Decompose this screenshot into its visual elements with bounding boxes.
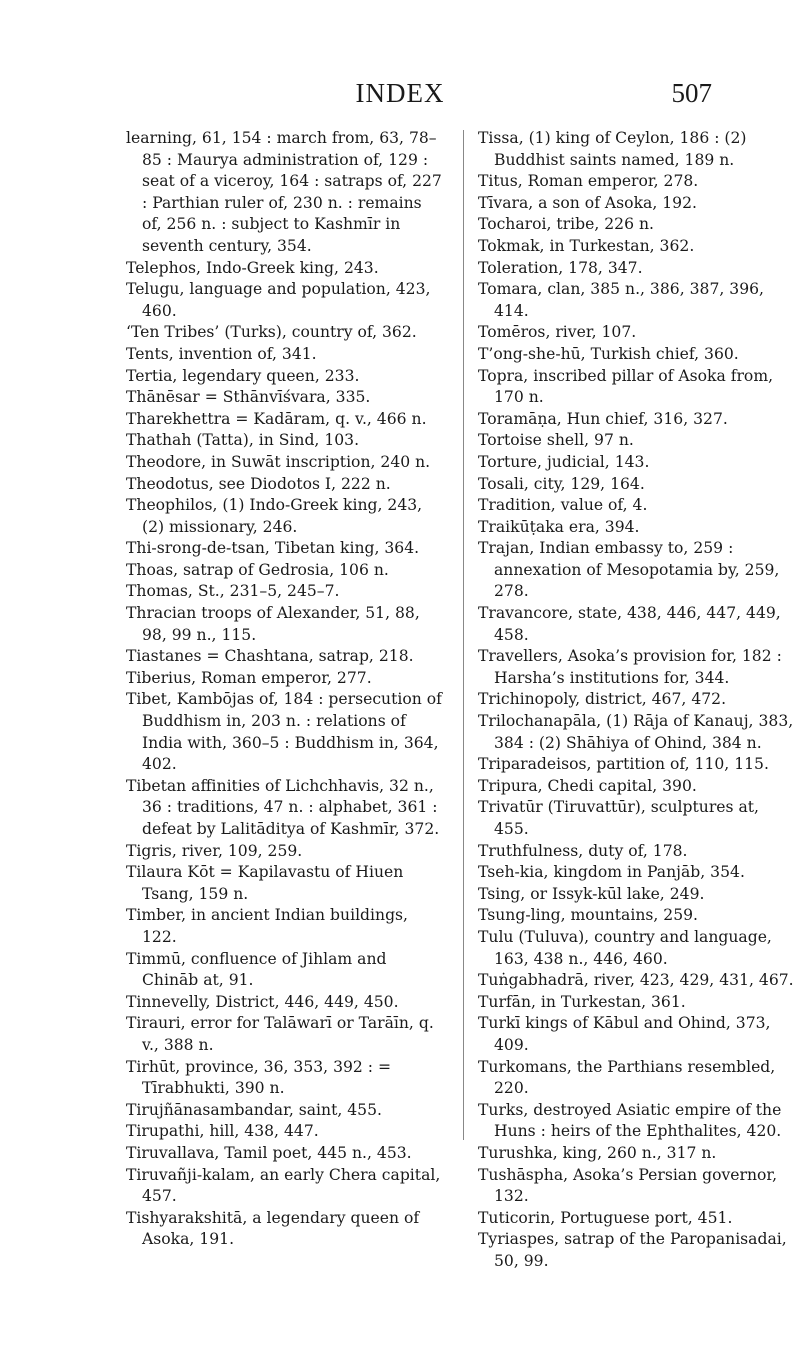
index-entry: Toramāṇa, Hun chief, 316, 327.	[478, 409, 728, 428]
index-entry: Travancore, state, 438, 446, 447, 449, 458.	[478, 604, 781, 644]
index-entry: Titus, Roman emperor, 278.	[478, 172, 699, 191]
index-entry: Tiruvallava, Tamil poet, 445 n., 453.	[126, 1143, 412, 1162]
index-entry: Thracian troops of Alexander, 51, 88, 98, 99 n., 115.	[126, 604, 420, 644]
index-entry: Tirupathi, hill, 438, 447.	[126, 1122, 319, 1141]
index-entry: Tirhūt, province, 36, 353, 392 : = Tīrabhukti, 390 n.	[126, 1057, 392, 1098]
index-column-right	[478, 128, 798, 1272]
index-entry: Tomēros, river, 107.	[478, 323, 637, 342]
index-entry: Tsung-ling, mountains, 259.	[478, 906, 699, 925]
index-entry: Tokmak, in Turkestan, 362.	[478, 236, 695, 255]
index-entry: Torture, judicial, 143.	[478, 452, 650, 471]
index-entry: Tinnevelly, District, 446, 449, 450.	[126, 992, 399, 1011]
column-divider	[463, 130, 464, 1140]
index-entry: Tuṅgabhadrā, river, 423, 429, 431, 467.	[478, 971, 794, 990]
index-entry: Travellers, Asoka’s provision for, 182 : Harsha’s institutions for, 344.	[478, 647, 782, 687]
index-entry: Tilaura Kōt = Kapilavastu of Hiuen Tsang, 159 n.	[126, 863, 404, 903]
index-entry: Tseh-kia, kingdom in Panjāb, 354.	[478, 863, 745, 882]
page-title: INDEX	[355, 78, 445, 108]
page-number: 507	[671, 78, 712, 108]
index-entry: Theodotus, see Diodotos I, 222 n.	[126, 474, 391, 493]
index-entry: Telephos, Indo-Greek king, 243.	[126, 258, 379, 277]
index-entry: Tomara, clan, 385 n., 386, 387, 396, 414.	[478, 280, 765, 320]
index-entry: Tortoise shell, 97 n.	[478, 431, 634, 450]
index-entry: Tirujñānasambandar, saint, 455.	[126, 1100, 382, 1119]
index-entry: Timber, in ancient Indian buildings, 122.	[126, 906, 409, 946]
index-entry: Timmū, confluence of Jihlam and Chināb at, 91.	[126, 949, 387, 990]
index-entry: Thathah (Tatta), in Sind, 103.	[126, 431, 360, 450]
index-entry: Tiruvañji-kalam, an early Chera capital, 457.	[126, 1165, 441, 1206]
index-entry: Tiastanes = Chashtana, satrap, 218.	[126, 647, 414, 666]
index-entry: Tharekhettra = Kadāram, q. v., 466 n.	[126, 409, 427, 428]
index-entry: Turfān, in Turkestan, 361.	[478, 992, 686, 1011]
index-entry: Thoas, satrap of Gedrosia, 106 n.	[126, 560, 389, 579]
index-column-left	[126, 128, 446, 1251]
index-entry: Thānēsar = Sthānvīśvara, 335.	[126, 388, 371, 407]
index-entry: Tissa, (1) king of Ceylon, 186 : (2) Buddhist saints named, 189 n.	[478, 129, 747, 169]
index-entry: Tocharoi, tribe, 226 n.	[478, 215, 654, 234]
index-entry: Trilochanapāla, (1) Rāja of Kanauj, 383, 384 : (2) Shāhiya of Ohind, 384 n.	[478, 712, 794, 752]
index-entry: Traikūṭaka era, 394.	[478, 517, 640, 536]
index-entry: Topra, inscribed pillar of Asoka from, 170 n.	[478, 366, 774, 407]
page-header	[0, 78, 800, 118]
index-entry: Turushka, king, 260 n., 317 n.	[478, 1143, 717, 1162]
index-entry: Tīvara, a son of Asoka, 192.	[478, 193, 697, 212]
index-entry: Turkī kings of Kābul and Ohind, 373, 409.	[478, 1014, 771, 1054]
index-entry: Telugu, language and population, 423, 460.	[126, 280, 431, 320]
index-entry: Tertia, legendary queen, 233.	[126, 366, 360, 385]
index-entry: Tripura, Chedi capital, 390.	[478, 776, 697, 795]
index-entry: Thi-srong-de-tsan, Tibetan king, 364.	[126, 539, 420, 558]
index-entry: Tulu (Tuluva), country and language, 163, 438 n., 446, 460.	[478, 927, 772, 968]
index-entry: Tosali, city, 129, 164.	[478, 474, 645, 493]
index-entry: Tsing, or Issyk-kūl lake, 249.	[478, 884, 705, 903]
index-entry: Tibetan affinities of Lichchhavis, 32 n., 36 : traditions, 47 n. : alphabet, 361 : defeat by Lalitāditya of Kashmīr, 372.	[126, 776, 440, 838]
index-entry: Turkomans, the Parthians resembled, 220.	[478, 1057, 776, 1098]
index-entry: Truthfulness, duty of, 178.	[478, 841, 688, 860]
index-entry: T’ong-she-hū, Turkish chief, 360.	[478, 344, 739, 363]
index-entry: ‘Ten Tribes’ (Turks), country of, 362.	[126, 323, 417, 342]
index-entry: Tushāspha, Asoka’s Persian governor, 132.	[478, 1165, 778, 1206]
index-entry: Turks, destroyed Asiatic empire of the Huns : heirs of the Ephthalites, 420.	[478, 1100, 782, 1141]
index-entry: Tents, invention of, 341.	[126, 344, 317, 363]
index-entry: Triparadeisos, partition of, 110, 115.	[478, 755, 769, 774]
index-entry: Theodore, in Suwāt inscription, 240 n.	[126, 452, 431, 471]
index-entry: Toleration, 178, 347.	[478, 258, 643, 277]
index-entry: Tishyarakshitā, a legendary queen of Asoka, 191.	[126, 1208, 420, 1249]
index-entry: Trivatūr (Tiruvattūr), sculptures at, 455.	[478, 798, 759, 838]
index-entry: Tradition, value of, 4.	[478, 496, 648, 515]
index-entry: Trichinopoly, district, 467, 472.	[478, 690, 727, 709]
index-entry: Tiberius, Roman emperor, 277.	[126, 668, 372, 687]
index-entry: Tirauri, error for Talāwarī or Tarāīn, q. v., 388 n.	[126, 1014, 434, 1054]
index-entry: Tyriaspes, satrap of the Paropanisadai, 50, 99.	[478, 1230, 787, 1270]
index-entry: Tibet, Kambōjas of, 184 : persecution of Buddhism in, 203 n. : relations of India with, 360–5 : Buddhism in, 364, 402.	[126, 690, 442, 774]
index-entry: Tigris, river, 109, 259.	[126, 841, 303, 860]
index-entry: learning, 61, 154 : march from, 63, 78–85 : Maurya administration of, 129 : seat of a viceroy, 164 : satraps of, 227 : Parthian ruler of, 230 n. : remains of, 256 n. : subject to Kashmīr in seventh century, 354.	[126, 129, 442, 255]
index-entry: Tuticorin, Portuguese port, 451.	[478, 1208, 733, 1227]
index-entry: Trajan, Indian embassy to, 259 : annexation of Mesopotamia by, 259, 278.	[478, 539, 780, 601]
index-entry: Theophilos, (1) Indo-Greek king, 243, (2) missionary, 246.	[126, 496, 423, 536]
index-entry: Thomas, St., 231–5, 245–7.	[126, 582, 340, 601]
